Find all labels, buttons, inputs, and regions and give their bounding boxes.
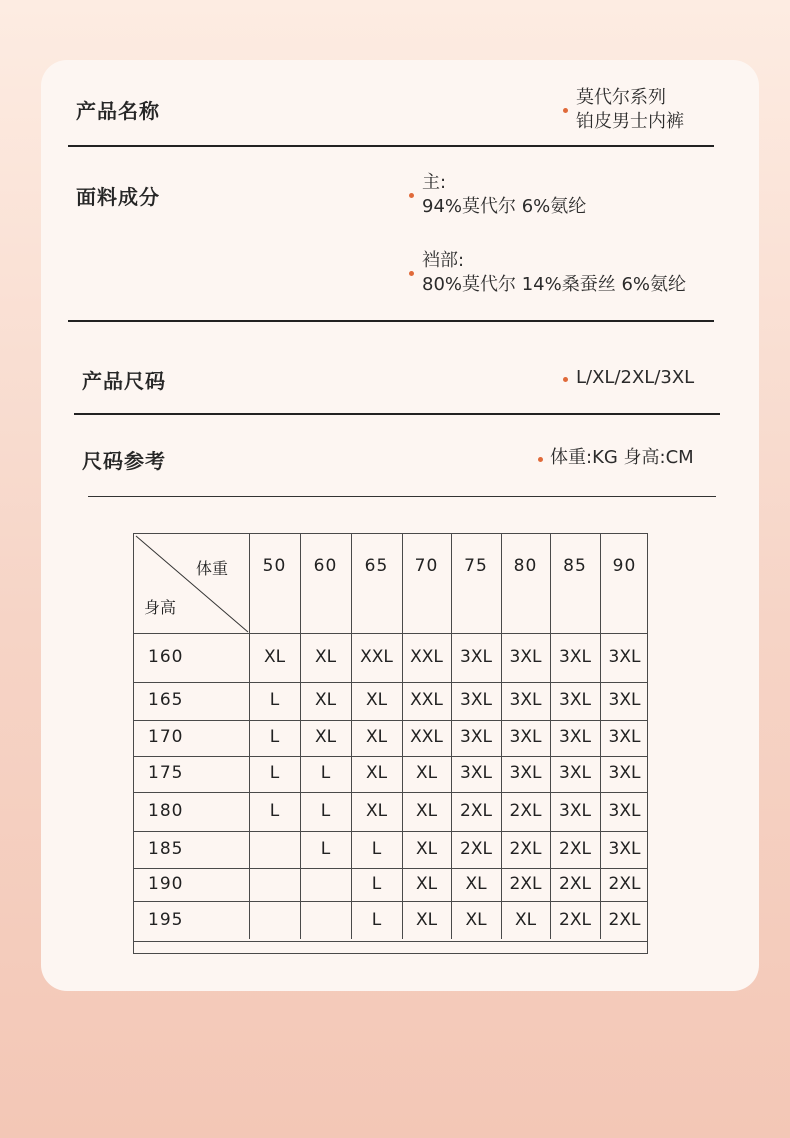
height-row-header: 170 — [148, 727, 184, 747]
height-row-header: 175 — [148, 763, 184, 783]
fabric-main-title: 主: — [422, 172, 447, 193]
size-cell: XL — [465, 873, 487, 894]
table-row-divider — [134, 792, 647, 793]
table-row-divider — [134, 682, 647, 683]
size-cell: L — [269, 690, 280, 710]
size-cell: XL — [415, 873, 438, 894]
size-cell: 3XL — [509, 727, 542, 747]
size-cell: 2XL — [509, 800, 542, 821]
size-cell: 2XL — [608, 873, 641, 894]
size-cell: 2XL — [460, 800, 492, 821]
size-cell: 2XL — [559, 838, 591, 859]
size-chart-table — [133, 533, 648, 954]
size-cell: XXL — [410, 690, 443, 710]
height-row-header: 165 — [148, 690, 184, 710]
height-row-header: 180 — [148, 800, 184, 821]
size-cell: XL — [415, 800, 438, 821]
size-cell: L — [371, 838, 382, 859]
size-cell: L — [269, 727, 280, 747]
weight-header-cell: 75 — [464, 556, 488, 576]
size-cell: 3XL — [608, 690, 641, 710]
size-cell: 3XL — [460, 646, 492, 667]
size-cell: XL — [314, 690, 337, 710]
bullet-dot-icon — [409, 193, 414, 198]
table-row-divider — [134, 941, 647, 942]
size-cell: XL — [365, 800, 388, 821]
product-name-line-1: 莫代尔系列 — [576, 87, 666, 108]
size-cell: XL — [365, 763, 388, 783]
size-cell: 3XL — [509, 690, 542, 710]
size-cell: 2XL — [509, 873, 542, 894]
size-reference-label: 尺码参考 — [82, 449, 166, 473]
size-cell: L — [371, 910, 382, 930]
size-cell: 3XL — [608, 838, 641, 859]
sizes-value: L/XL/2XL/3XL — [576, 367, 695, 388]
height-row-header: 195 — [148, 910, 184, 930]
weight-header-cell: 60 — [313, 556, 338, 576]
weight-header-cell: 85 — [563, 556, 587, 576]
table-row-divider — [134, 756, 647, 757]
size-cell: 3XL — [460, 763, 492, 783]
product-name-line-2: 铂皮男士内裤 — [576, 111, 684, 132]
product-name-label: 产品名称 — [76, 99, 160, 123]
size-cell: 3XL — [460, 690, 492, 710]
bullet-dot-icon — [563, 108, 568, 113]
sizes-label: 产品尺码 — [82, 369, 166, 393]
size-cell: 3XL — [559, 646, 591, 667]
weight-header-cell: 80 — [513, 556, 538, 576]
table-row-divider — [134, 901, 647, 902]
height-row-header: 185 — [148, 838, 184, 859]
size-cell: L — [269, 763, 280, 783]
size-cell: 2XL — [608, 910, 641, 930]
size-cell: XL — [415, 763, 438, 783]
height-row-header: 160 — [148, 646, 184, 667]
fabric-crotch-value: 80%莫代尔 14%桑蚕丝 6%氨纶 — [422, 274, 687, 295]
divider — [68, 320, 714, 322]
fabric-label: 面料成分 — [76, 185, 160, 209]
size-cell: XL — [314, 727, 337, 747]
size-cell: 3XL — [559, 763, 591, 783]
size-cell: L — [320, 800, 331, 821]
size-cell: 3XL — [608, 800, 641, 821]
size-cell: 2XL — [559, 910, 591, 930]
size-cell: L — [320, 838, 331, 859]
bullet-dot-icon — [409, 271, 414, 276]
size-cell: XL — [415, 910, 438, 930]
size-reference-units: 体重:KG 身高:CM — [550, 447, 694, 468]
size-cell: 3XL — [608, 763, 641, 783]
size-cell: XL — [314, 646, 337, 667]
table-row-divider — [134, 633, 647, 634]
weight-header-cell: 65 — [364, 556, 389, 576]
size-cell: 2XL — [559, 873, 591, 894]
size-cell: XL — [465, 910, 487, 930]
table-row-divider — [134, 831, 647, 832]
size-cell: XL — [514, 910, 537, 930]
size-cell: 3XL — [608, 646, 641, 667]
size-cell: L — [269, 800, 280, 821]
size-cell: 2XL — [509, 838, 542, 859]
size-cell: L — [371, 873, 382, 894]
size-cell: XXL — [360, 646, 393, 667]
bullet-dot-icon — [563, 377, 568, 382]
size-cell: 3XL — [460, 727, 492, 747]
divider — [88, 496, 716, 497]
divider — [68, 145, 714, 147]
size-cell: 3XL — [509, 763, 542, 783]
weight-header-cell: 90 — [612, 556, 637, 576]
height-row-header: 190 — [148, 873, 184, 894]
size-cell: XL — [365, 690, 388, 710]
size-cell: 2XL — [460, 838, 492, 859]
size-cell: 3XL — [559, 690, 591, 710]
size-cell: 3XL — [559, 800, 591, 821]
fabric-main-value: 94%莫代尔 6%氨纶 — [422, 196, 587, 217]
size-cell: 3XL — [559, 727, 591, 747]
weight-header-cell: 50 — [262, 556, 287, 576]
size-cell: L — [320, 763, 331, 783]
table-row-divider — [134, 868, 647, 869]
bullet-dot-icon — [538, 457, 543, 462]
size-cell: XL — [365, 727, 388, 747]
size-cell: XL — [415, 838, 438, 859]
size-cell: 3XL — [608, 727, 641, 747]
size-cell: 3XL — [509, 646, 542, 667]
corner-diagonal — [134, 534, 249, 633]
corner-height-label: 身高 — [144, 598, 177, 617]
size-cell: XL — [263, 646, 286, 667]
weight-header-cell: 70 — [414, 556, 439, 576]
fabric-crotch-title: 裆部: — [422, 250, 465, 271]
corner-weight-label: 体重 — [196, 559, 229, 578]
divider — [74, 413, 720, 415]
size-cell: XXL — [410, 727, 443, 747]
table-row-divider — [134, 720, 647, 721]
size-cell: XXL — [410, 646, 443, 667]
